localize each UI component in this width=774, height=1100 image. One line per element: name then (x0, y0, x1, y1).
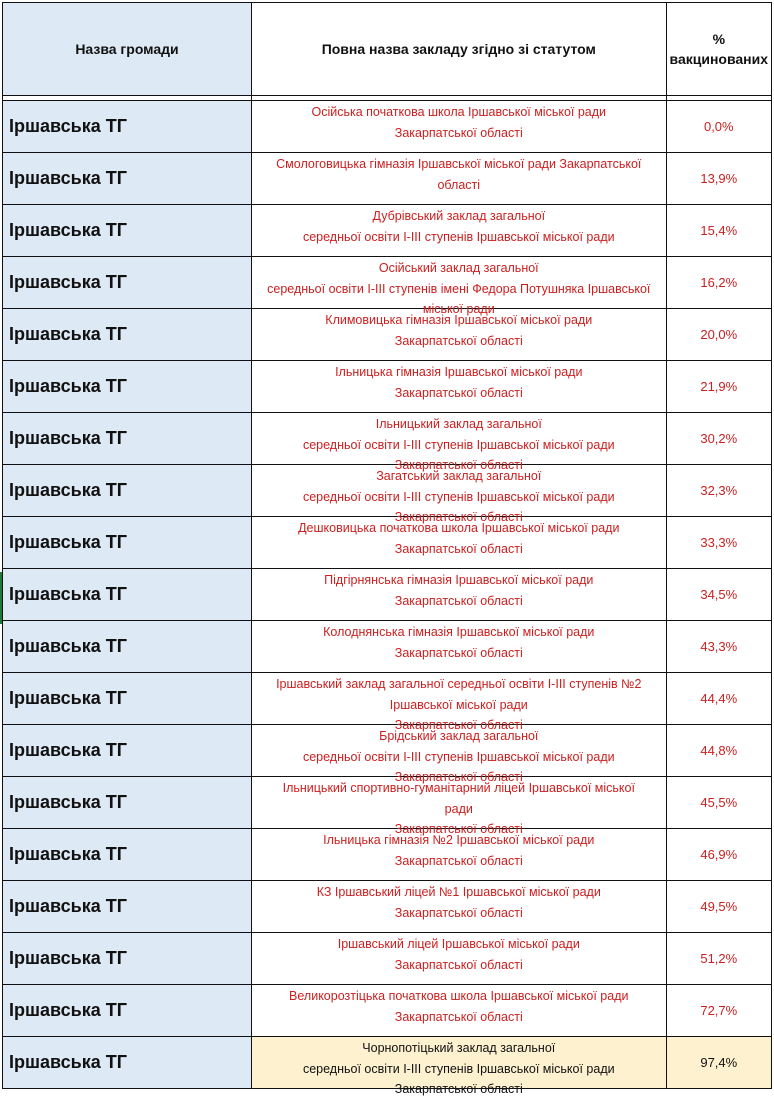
school-name-line: Підгірнянська гімназія Іршавської міської ради (324, 573, 594, 587)
percent-cell: 43,3% (666, 621, 771, 673)
school-name-line: Закарпатської області (394, 1009, 523, 1024)
percent-cell: 34,5% (666, 569, 771, 621)
table-row (3, 413, 772, 465)
school-name-cell (251, 933, 666, 985)
school-name-text (252, 465, 666, 524)
header-row (3, 3, 772, 96)
school-name-line: середньої освіти I-III ступенів Іршавської міської ради (302, 437, 615, 452)
table-row (3, 309, 772, 361)
community-cell: Іршавська ТГ (3, 413, 252, 465)
community-cell: Іршавська ТГ (3, 725, 252, 777)
school-name-line: Дубрівський заклад загальної (372, 209, 546, 223)
table-row (3, 257, 772, 309)
percent-cell: 46,9% (666, 829, 771, 881)
percent-cell: 30,2% (666, 413, 771, 465)
school-name-text (252, 569, 666, 620)
school-name-cell (251, 517, 666, 569)
school-name-text (252, 933, 666, 984)
school-name-text (252, 101, 666, 152)
header-school-name: Повна назва закладу згідно зі статутом (251, 3, 666, 96)
school-name-line: Закарпатської області (394, 1082, 523, 1096)
school-name-line: Смологовицька гімназія Іршавської міської ради Закарпатської (276, 157, 642, 171)
table-row (3, 361, 772, 413)
school-name-line: КЗ Іршавський ліцей №1 Іршавської міської ради (316, 885, 601, 899)
school-name-text (252, 205, 666, 256)
percent-cell: 44,4% (666, 673, 771, 725)
community-cell: Іршавська ТГ (3, 569, 252, 621)
school-name-cell (251, 569, 666, 621)
school-name-line: Загатський заклад загальної (376, 469, 542, 483)
school-name-text (252, 881, 666, 932)
school-name-line: Іршавської міської ради (389, 697, 528, 712)
community-cell: Іршавська ТГ (3, 101, 252, 153)
community-cell: Іршавська ТГ (3, 1037, 252, 1089)
school-name-line: Осійський заклад загальної (378, 261, 539, 275)
school-name-line: Колоднянська гімназія Іршавської міської ради (323, 625, 595, 639)
school-name-line: Закарпатської області (394, 822, 523, 836)
community-cell: Іршавська ТГ (3, 673, 252, 725)
school-name-cell (251, 309, 666, 361)
table-row (3, 673, 772, 725)
percent-cell: 0,0% (666, 101, 771, 153)
header-community: Назва громади (3, 3, 252, 96)
school-name-line: міської ради (422, 302, 495, 316)
school-name-line: Закарпатської області (394, 905, 523, 920)
school-name-cell (251, 101, 666, 153)
school-name-cell (251, 621, 666, 673)
table-row (3, 933, 772, 985)
percent-cell: 49,5% (666, 881, 771, 933)
school-name-line: Великорозтіцька початкова школа Іршавської міської ради (289, 989, 629, 1003)
table-body (3, 101, 772, 1096)
school-name-line: Іршавський заклад загальної середньої освіти I-III ступенів №2 (276, 677, 642, 691)
school-name-line: Закарпатської області (394, 957, 523, 972)
school-name-cell (251, 413, 666, 472)
school-name-line: Закарпатської області (394, 333, 523, 348)
school-name-cell (251, 829, 666, 881)
percent-cell: 15,4% (666, 205, 771, 257)
school-name-text (252, 621, 666, 672)
school-name-text (252, 777, 666, 836)
table-row (3, 829, 772, 881)
school-name-line: Чорнопотіцький заклад загальної (362, 1041, 556, 1055)
percent-cell: 32,3% (666, 465, 771, 517)
school-name-cell (251, 985, 666, 1037)
school-name-line: Іршавський ліцей Іршавської міської ради (337, 937, 580, 951)
school-name-line: Закарпатської області (394, 510, 523, 524)
school-name-cell (251, 361, 666, 413)
school-name-line: Закарпатської області (394, 385, 523, 400)
school-name-text (252, 309, 666, 360)
table-row (3, 205, 772, 257)
community-cell: Іршавська ТГ (3, 153, 252, 205)
school-name-line: середньої освіти I-III ступенів Іршавської міської ради (302, 489, 615, 504)
school-name-cell (251, 725, 666, 784)
school-name-text (252, 673, 666, 732)
school-name-line: Дешковицька початкова школа Іршавської міської ради (298, 521, 620, 535)
school-name-line: середньої освіти I-III ступенів Іршавської міської ради (302, 1061, 615, 1076)
community-cell: Іршавська ТГ (3, 621, 252, 673)
school-name-line: середньої освіти I-III ступенів Іршавської міської ради (302, 229, 615, 244)
percent-cell: 13,9% (666, 153, 771, 205)
community-cell: Іршавська ТГ (3, 881, 252, 933)
school-name-line: Ільницький спортивно-гуманітарний ліцей Іршавської міської (282, 781, 635, 795)
vaccination-table (2, 2, 772, 1096)
school-name-line: Закарпатської області (394, 645, 523, 660)
school-name-line: Закарпатської області (394, 770, 523, 784)
community-cell: Іршавська ТГ (3, 205, 252, 257)
table-row (3, 881, 772, 933)
percent-cell: 16,2% (666, 257, 771, 309)
school-name-line: Ільницька гімназія Іршавської міської ради (335, 365, 583, 379)
school-name-cell (251, 153, 666, 205)
table-row (3, 777, 772, 829)
school-name-cell (251, 257, 666, 316)
percent-cell: 72,7% (666, 985, 771, 1037)
school-name-line: Ільницький заклад загальної (375, 417, 542, 431)
percent-cell: 33,3% (666, 517, 771, 569)
school-name-text (252, 1037, 666, 1096)
school-name-line: середньої освіти I-III ступенів імені Федора Потушняка Іршавської (267, 281, 651, 296)
school-name-text (252, 257, 666, 316)
percent-cell: 97,4% (666, 1037, 771, 1089)
school-name-line: Брідський заклад загальної (379, 729, 539, 743)
school-name-line: області (437, 177, 481, 192)
percent-cell: 44,8% (666, 725, 771, 777)
school-name-text (252, 413, 666, 472)
school-name-cell (251, 465, 666, 524)
community-cell: Іршавська ТГ (3, 361, 252, 413)
school-name-cell (251, 673, 666, 732)
table-row (3, 985, 772, 1037)
school-name-cell (251, 205, 666, 257)
community-cell: Іршавська ТГ (3, 257, 252, 309)
percent-cell: 51,2% (666, 933, 771, 985)
table-row (3, 725, 772, 777)
community-cell: Іршавська ТГ (3, 985, 252, 1037)
school-name-cell (251, 1037, 666, 1096)
percent-cell: 20,0% (666, 309, 771, 361)
school-name-line: Климовицька гімназія Іршавської міської ради (325, 313, 593, 327)
percent-cell: 21,9% (666, 361, 771, 413)
school-name-line: Ільницька гімназія №2 Іршавської міської ради (323, 833, 595, 847)
table-row (3, 517, 772, 569)
school-name-line: середньої освіти I-III ступенів Іршавської міської ради (302, 749, 615, 764)
community-cell: Іршавська ТГ (3, 933, 252, 985)
school-name-text (252, 517, 666, 568)
school-name-text (252, 985, 666, 1036)
school-name-line: Закарпатської області (394, 593, 523, 608)
school-name-line: Закарпатської області (394, 853, 523, 868)
header-percent-symbol: % (712, 31, 726, 47)
table-row (3, 1037, 772, 1089)
community-cell: Іршавська ТГ (3, 829, 252, 881)
school-name-line: Осійська початкова школа Іршавської міської ради (311, 105, 607, 119)
school-name-cell (251, 881, 666, 933)
table-row (3, 621, 772, 673)
school-name-text (252, 725, 666, 784)
school-name-text (252, 361, 666, 412)
school-name-line: Закарпатської області (394, 125, 523, 140)
school-name-line: Закарпатської області (394, 718, 523, 732)
community-cell: Іршавська ТГ (3, 517, 252, 569)
header-percent (666, 3, 771, 96)
header-percent-label: вакцинованих (669, 51, 769, 67)
community-cell: Іршавська ТГ (3, 465, 252, 517)
community-cell: Іршавська ТГ (3, 309, 252, 361)
school-name-text (252, 829, 666, 880)
table-row (3, 153, 772, 205)
table-row (3, 569, 772, 621)
school-name-line: Закарпатської області (394, 541, 523, 556)
school-name-text (252, 153, 666, 204)
table-row (3, 465, 772, 517)
school-name-line: Закарпатської області (394, 458, 523, 472)
percent-cell: 45,5% (666, 777, 771, 829)
table-row (3, 101, 772, 153)
community-cell: Іршавська ТГ (3, 777, 252, 829)
school-name-line: ради (444, 801, 473, 816)
school-name-cell (251, 777, 666, 836)
